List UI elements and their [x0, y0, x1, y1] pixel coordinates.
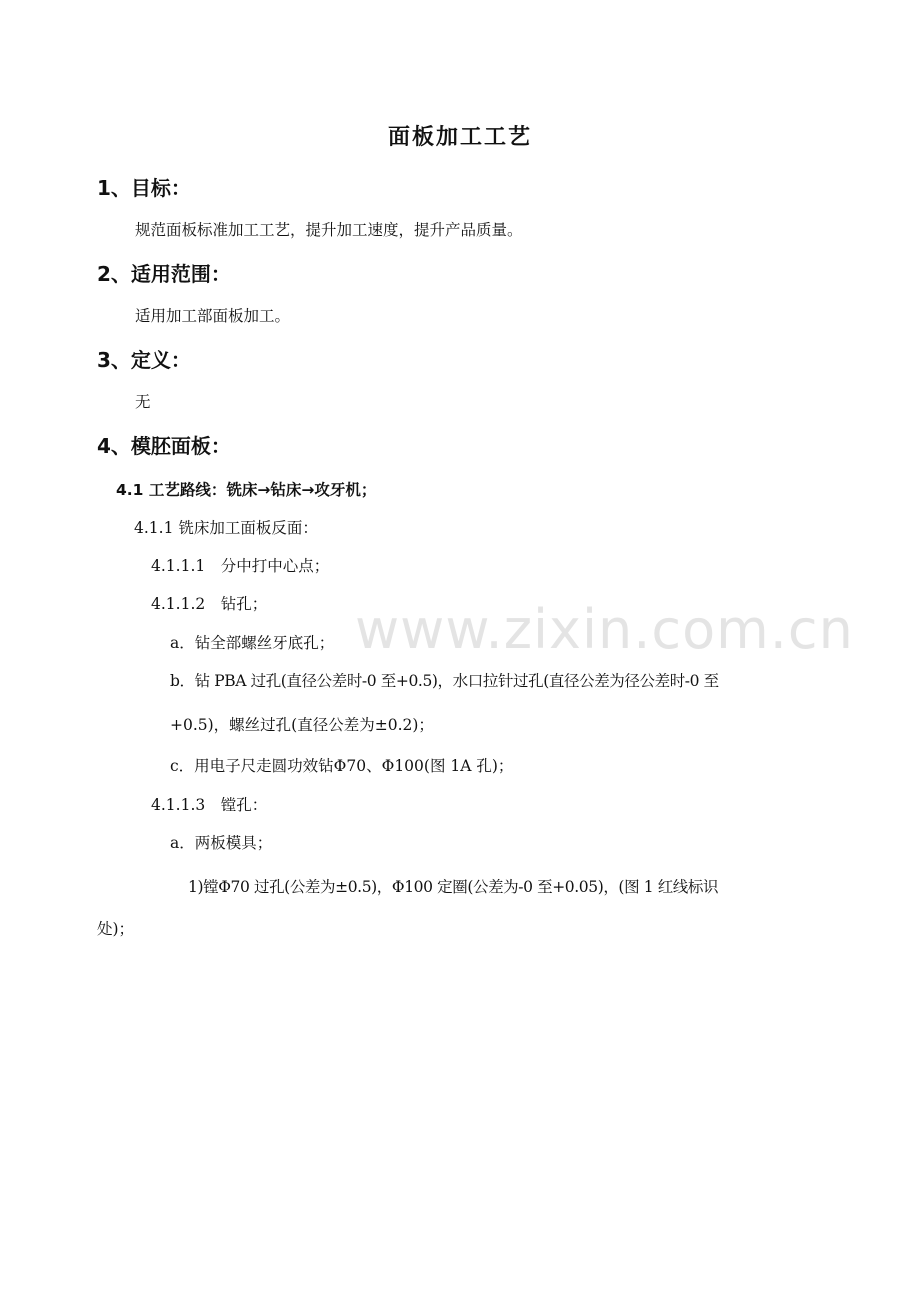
subsection-4-1-1-1: 4.1.1.1 分中打中心点； [151, 557, 330, 575]
list-item-b-line2: +0.5)，螺丝过孔(直径公差为±0.2)； [170, 716, 434, 734]
section-1-text: 规范面板标准加工工艺，提升加工速度，提升产品质量。 [135, 221, 523, 239]
section-3-text: 无 [135, 393, 151, 411]
section-4-heading: 4、模胚面板： [97, 434, 231, 458]
section-3-heading: 3、定义： [97, 348, 191, 372]
subsection-4-1-1-3: 4.1.1.3 镗孔： [151, 796, 268, 814]
subsection-4-1-1: 4.1.1 铣床加工面板反面： [134, 519, 318, 537]
list-item-1-line2: 处)； [97, 920, 135, 938]
subsection-4-1-1-2: 4.1.1.2 钻孔； [151, 595, 268, 613]
list-item-1-line1: 1)镗Φ70 过孔(公差为±0.5)，Φ100 定圈(公差为-0 至+0.05)，(图 1 红线标识 [188, 878, 719, 896]
list-item-a-drill: a．钻全部螺丝牙底孔； [170, 634, 335, 652]
list-item-c: c．用电子尺走圆功效钻Φ70、Φ100(图 1A 孔)； [170, 757, 514, 775]
watermark: www.zixin.com.cn [355, 598, 854, 661]
section-2-heading: 2、适用范围： [97, 262, 231, 286]
subsection-4-1: 4.1 工艺路线：铣床→钻床→攻牙机； [116, 481, 377, 499]
list-item-b-line1: b．钻 PBA 过孔(直径公差时-0 至+0.5)，水口拉针过孔(直径公差为径公差时-0 至 [170, 672, 719, 690]
section-1-heading: 1、目标： [97, 176, 191, 200]
document-title: 面板加工工艺 [387, 125, 532, 150]
list-item-a-two-plate: a．两板模具； [170, 834, 273, 852]
section-2-text: 适用加工部面板加工。 [135, 307, 291, 325]
